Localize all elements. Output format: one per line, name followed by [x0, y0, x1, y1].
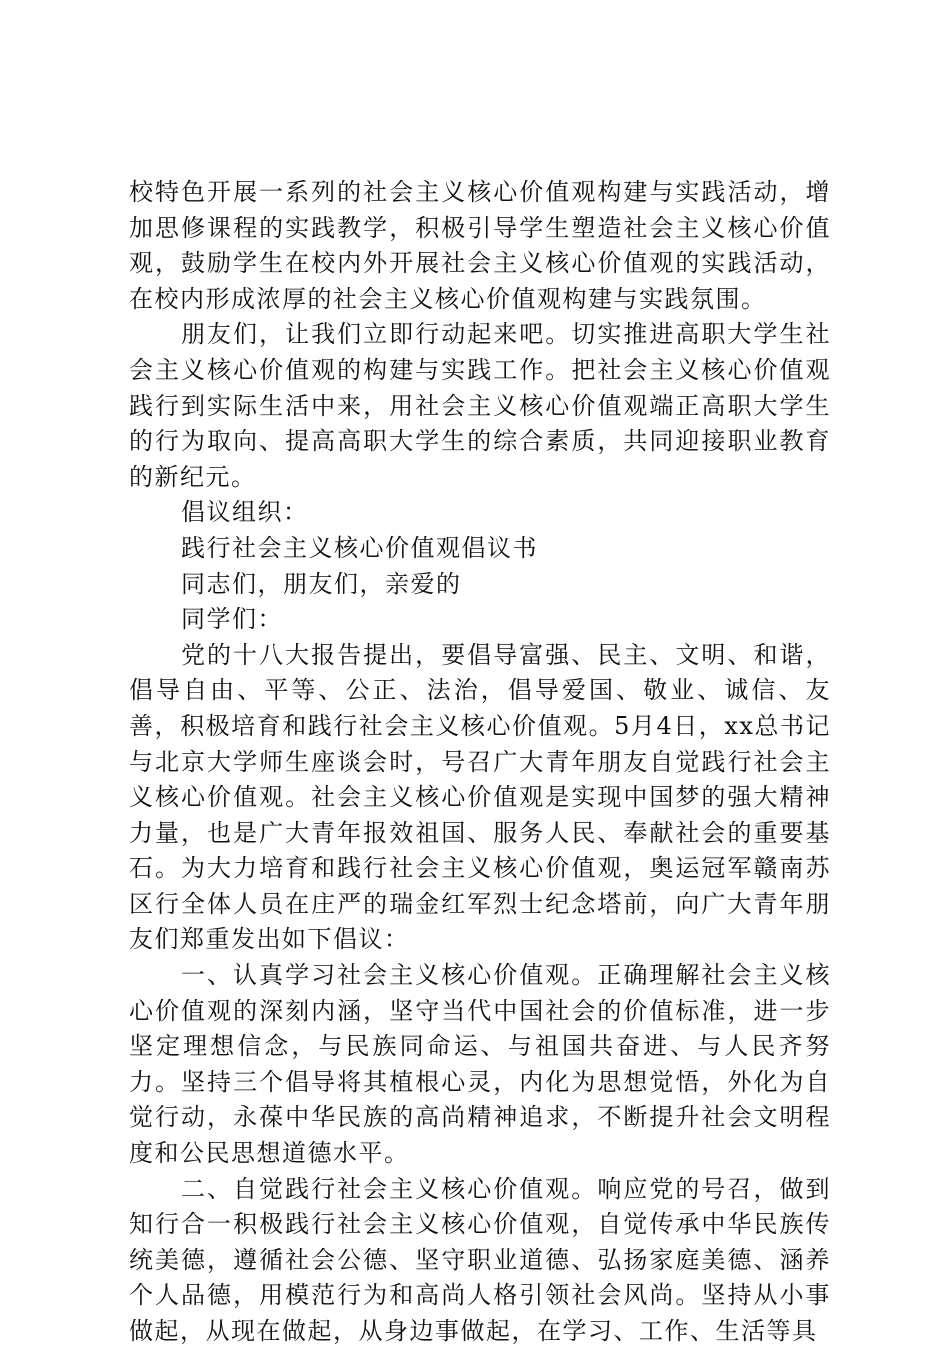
paragraph-1: 校特色开展一系列的社会主义核心价值观构建与实践活动，增加思修课程的实践教学，积极引导学生塑造社会主义核心价值观，鼓励学生在校内外开展社会主义核心价值观的实践活动，在校内形成浓厚的社会主义核心价值观构建与实践氛围。 [129, 178, 831, 313]
paragraph-4: 践行社会主义核心价值观倡议书 [181, 533, 538, 562]
paragraph-7: 党的十八大报告提出，要倡导富强、民主、文明、和谐，倡导自由、平等、公正、法治，倡导爱国、敬业、诚信、友善，积极培育和践行社会主义核心价值观。5月4日，xx总书记与北京大学师生座谈会时，号召广大青年朋友自觉践行社会主义核心价值观。社会主义核心价值观是实现中国梦的强大精神力量，也是广大青年报效祖国、服务人民、奉献社会的重要基石。为大力培育和践行社会主义核心价值观，奥运冠军赣南苏区行全体人员在庄严的瑞金红军烈士纪念塔前，向广大青年朋友们郑重发出如下倡议： [129, 640, 831, 954]
document-body [129, 175, 831, 1350]
paragraph-2: 朋友们，让我们立即行动起来吧。切实推进高职大学生社会主义核心价值观的构建与实践工作。把社会主义核心价值观践行到实际生活中来，用社会主义核心价值观端正高职大学生的行为取向、提高高职大学生的综合素质，共同迎接职业教育的新纪元。 [129, 320, 831, 491]
paragraph-8: 一、认真学习社会主义核心价值观。正确理解社会主义核心价值观的深刻内涵，坚守当代中国社会的价值标准，进一步坚定理想信念，与民族同命运、与祖国共奋进、与人民齐努力。坚持三个倡导将其植根心灵，内化为思想觉悟，外化为自觉行动，永葆中华民族的高尚精神追求，不断提升社会文明程度和公民思想道德水平。 [129, 961, 831, 1168]
paragraph-5: 同志们，朋友们，亲爱的 [181, 569, 462, 598]
paragraph-3: 倡议组织： [181, 498, 309, 527]
paragraph-9: 二、自觉践行社会主义核心价值观。响应党的号召，做到知行合一积极践行社会主义核心价值观，自觉传承中华民族传统美德，遵循社会公德、坚守职业道德、弘扬家庭美德、涵养个人品德，用模范行为和高尚人格引领社会风尚。坚持从小事做起，从现在做起，从身边事做起，在学习、工作、生活等具 [129, 1174, 831, 1345]
paragraph-6: 同学们： [181, 605, 283, 634]
